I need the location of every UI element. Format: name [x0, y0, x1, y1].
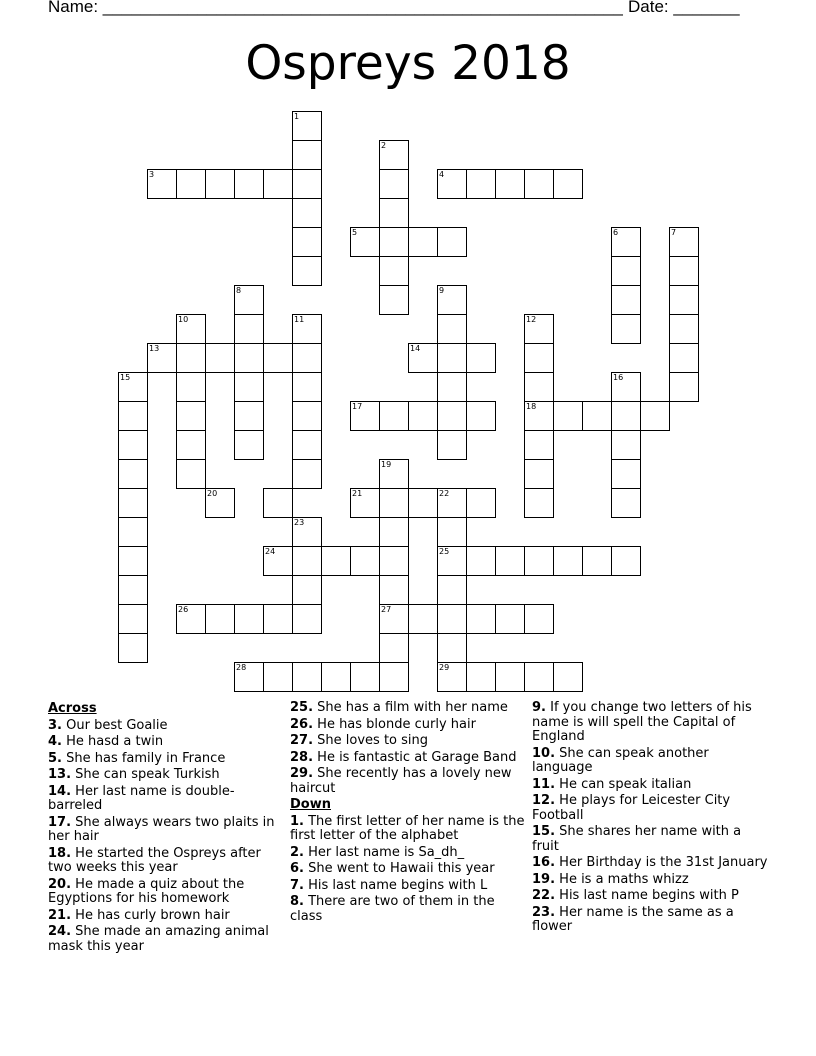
grid-cell[interactable]	[379, 198, 409, 228]
grid-cell[interactable]	[379, 575, 409, 605]
grid-cell[interactable]	[408, 343, 438, 373]
grid-cell[interactable]	[611, 285, 641, 315]
grid-cell[interactable]	[408, 227, 438, 257]
down-clue	[532, 856, 768, 871]
grid-cell[interactable]	[466, 343, 496, 373]
grid-cell[interactable]	[524, 662, 554, 692]
grid-cell[interactable]	[437, 401, 467, 431]
grid-cell[interactable]	[437, 169, 467, 199]
across-clue	[48, 878, 284, 907]
across-clue	[290, 751, 526, 766]
grid-cell[interactable]	[263, 343, 293, 373]
across-clue	[48, 816, 284, 845]
grid-cell[interactable]	[466, 662, 496, 692]
grid-cell[interactable]	[611, 430, 641, 460]
clue-text: He has blonde curly hair	[313, 716, 476, 732]
grid-cell[interactable]	[408, 401, 438, 431]
grid-cell[interactable]	[437, 662, 467, 692]
grid-cell[interactable]	[495, 604, 525, 634]
grid-cell[interactable]	[379, 140, 409, 170]
grid-cell[interactable]	[611, 227, 641, 257]
grid-cell[interactable]	[379, 633, 409, 663]
grid-cell[interactable]	[321, 546, 351, 576]
clue-number-label: 21.	[48, 907, 72, 923]
down-clue	[290, 815, 526, 844]
clue-text: She made an amazing animal mask this year	[48, 924, 269, 954]
grid-cell[interactable]	[524, 604, 554, 634]
clue-number-label: 10.	[532, 745, 556, 761]
grid-cell[interactable]	[669, 372, 699, 402]
across-clue	[48, 847, 284, 876]
clue-number: 1	[294, 112, 300, 121]
grid-cell[interactable]	[234, 372, 264, 402]
clue-number: 28	[236, 663, 247, 672]
grid-cell[interactable]	[176, 343, 206, 373]
clue-number-label: 18.	[48, 845, 72, 861]
grid-cell[interactable]	[118, 604, 148, 634]
clue-number: 12	[526, 315, 537, 324]
grid-cell[interactable]	[437, 633, 467, 663]
clue-number: 19	[381, 460, 392, 469]
clue-text: Her Birthday is the 31st January	[555, 855, 768, 870]
clue-number-label: 9.	[532, 700, 546, 715]
grid-cell[interactable]	[437, 227, 467, 257]
grid-cell[interactable]	[234, 285, 264, 315]
grid-cell[interactable]	[379, 662, 409, 692]
grid-cell[interactable]	[292, 256, 322, 286]
down-clue	[532, 747, 768, 776]
grid-cell[interactable]	[466, 169, 496, 199]
grid-cell[interactable]	[553, 662, 583, 692]
grid-cell[interactable]	[611, 488, 641, 518]
grid-cell[interactable]	[292, 459, 322, 489]
clue-text: He plays for Leicester City Football	[532, 793, 731, 823]
grid-cell[interactable]	[350, 488, 380, 518]
clue-text: Our best Goalie	[61, 717, 168, 733]
grid-cell[interactable]	[205, 604, 235, 634]
page-title: Ospreys 2018	[245, 36, 571, 91]
clue-text: His last name begins with L	[303, 877, 488, 893]
grid-cell[interactable]	[350, 401, 380, 431]
grid-cell[interactable]	[292, 575, 322, 605]
clue-text: His last name begins with P	[555, 888, 739, 903]
clue-text: She loves to sing	[313, 733, 429, 748]
grid-cell[interactable]	[379, 488, 409, 518]
down-clue	[532, 778, 768, 793]
grid-cell[interactable]	[263, 488, 293, 518]
grid-cell[interactable]	[524, 169, 554, 199]
grid-cell[interactable]	[408, 488, 438, 518]
down-clue	[290, 846, 526, 861]
clue-number: 22	[439, 489, 450, 498]
grid-cell[interactable]	[147, 343, 177, 373]
clue-text: If you change two letters of his name is will spell the Capital of England	[532, 700, 752, 744]
grid-cell[interactable]	[118, 488, 148, 518]
grid-cell[interactable]	[379, 517, 409, 547]
clue-number: 2	[381, 141, 387, 150]
across-heading: Across	[48, 701, 97, 716]
grid-cell[interactable]	[118, 401, 148, 431]
grid-cell[interactable]	[437, 604, 467, 634]
clue-text: He made a quiz about the Egyptions for his homework	[48, 876, 245, 906]
grid-cell[interactable]	[118, 517, 148, 547]
across-clue	[48, 768, 284, 783]
grid-cell[interactable]	[263, 169, 293, 199]
clue-number: 17	[352, 402, 363, 411]
down-clue	[532, 825, 768, 854]
grid-cell[interactable]	[669, 227, 699, 257]
grid-cell[interactable]	[524, 314, 554, 344]
clue-number: 7	[671, 228, 677, 237]
grid-cell[interactable]	[466, 401, 496, 431]
grid-cell[interactable]	[234, 343, 264, 373]
grid-cell[interactable]	[176, 401, 206, 431]
clue-number: 25	[439, 547, 450, 556]
grid-cell[interactable]	[379, 604, 409, 634]
clue-number-label: 24.	[48, 924, 72, 939]
grid-cell[interactable]	[263, 604, 293, 634]
grid-cell[interactable]	[292, 343, 322, 373]
clue-text: He is a maths whizz	[555, 871, 689, 887]
grid-cell[interactable]	[292, 401, 322, 431]
grid-cell[interactable]	[669, 256, 699, 286]
grid-cell[interactable]	[495, 169, 525, 199]
grid-cell[interactable]	[669, 314, 699, 344]
grid-cell[interactable]	[553, 401, 583, 431]
clue-number: 15	[120, 373, 131, 382]
clue-number: 27	[381, 605, 392, 614]
across-clue	[290, 734, 526, 749]
clue-text: She has a film with her name	[313, 700, 508, 715]
grid-cell[interactable]	[669, 343, 699, 373]
grid-cell[interactable]	[234, 169, 264, 199]
clue-number: 6	[613, 228, 619, 237]
clue-text: The first letter of her name is the first letter of the alphabet	[290, 813, 525, 843]
clue-text: He has curly brown hair	[71, 907, 230, 923]
grid-cell[interactable]	[611, 459, 641, 489]
grid-cell[interactable]	[292, 198, 322, 228]
clue-number-label: 16.	[532, 855, 556, 870]
grid-cell[interactable]	[379, 546, 409, 576]
clue-number: 24	[265, 547, 276, 556]
grid-cell[interactable]	[466, 488, 496, 518]
grid-cell[interactable]	[437, 575, 467, 605]
clue-number-label: 13.	[48, 767, 72, 782]
grid-cell[interactable]	[408, 604, 438, 634]
clue-number-label: 25.	[290, 700, 314, 715]
grid-cell[interactable]	[611, 401, 641, 431]
across-clue	[290, 718, 526, 733]
clue-text: She always wears two plaits in her hair	[48, 814, 275, 844]
grid-cell[interactable]	[292, 140, 322, 170]
grid-cell[interactable]	[118, 575, 148, 605]
grid-cell[interactable]	[147, 169, 177, 199]
clue-number: 10	[178, 315, 189, 324]
down-clue	[532, 701, 768, 745]
clue-number: 14	[410, 344, 421, 353]
grid-cell[interactable]	[118, 372, 148, 402]
grid-cell[interactable]	[379, 401, 409, 431]
grid-cell[interactable]	[611, 256, 641, 286]
grid-cell[interactable]	[176, 604, 206, 634]
grid-cell[interactable]	[553, 169, 583, 199]
clue-number-label: 19.	[532, 871, 556, 887]
grid-cell[interactable]	[611, 372, 641, 402]
name-field-label[interactable]: Name: _______________________________________________________	[48, 0, 623, 16]
clue-text: Her name is the same as a flower	[532, 904, 734, 934]
down-clue	[290, 879, 526, 894]
grid-cell[interactable]	[379, 256, 409, 286]
clue-number: 20	[207, 489, 218, 498]
grid-cell[interactable]	[466, 546, 496, 576]
grid-cell[interactable]	[292, 111, 322, 141]
grid-cell[interactable]	[611, 314, 641, 344]
grid-cell[interactable]	[234, 430, 264, 460]
clue-number-label: 29.	[290, 766, 314, 781]
across-clue	[48, 752, 284, 767]
clue-number-label: 6.	[290, 861, 304, 876]
clue-text: He is fantastic at Garage Band	[313, 749, 517, 765]
clue-number-label: 22.	[532, 888, 556, 903]
clue-text: She recently has a lovely new haircut	[290, 766, 512, 796]
grid-cell[interactable]	[292, 517, 322, 547]
grid-cell[interactable]	[118, 459, 148, 489]
clue-text: She has family in France	[61, 750, 226, 766]
clue-number: 23	[294, 518, 305, 527]
clue-number: 13	[149, 344, 160, 353]
grid-cell[interactable]	[524, 488, 554, 518]
grid-cell[interactable]	[437, 343, 467, 373]
clue-text: He can speak italian	[555, 776, 692, 792]
down-clue	[532, 794, 768, 823]
clue-text: Her last name is Sa_dh_	[303, 844, 465, 860]
down-heading: Down	[290, 797, 331, 812]
clue-number-label: 8.	[290, 894, 304, 909]
clue-number-label: 28.	[290, 749, 314, 765]
down-clue	[532, 889, 768, 904]
clue-text: He hasd a twin	[61, 734, 164, 749]
grid-cell[interactable]	[205, 169, 235, 199]
grid-cell[interactable]	[118, 546, 148, 576]
across-clue	[48, 735, 284, 750]
clue-number-label: 11.	[532, 776, 556, 792]
clue-number-label: 15.	[532, 824, 556, 839]
across-clue	[48, 925, 284, 954]
clue-number: 4	[439, 170, 445, 179]
grid-cell[interactable]	[234, 314, 264, 344]
clue-text: He started the Ospreys after two weeks this year	[48, 845, 261, 875]
grid-cell[interactable]	[495, 546, 525, 576]
grid-cell[interactable]	[379, 227, 409, 257]
grid-cell[interactable]	[379, 285, 409, 315]
clue-number-label: 5.	[48, 750, 62, 766]
clues-column-3	[532, 701, 768, 937]
grid-cell[interactable]	[205, 488, 235, 518]
grid-cell[interactable]	[292, 227, 322, 257]
grid-cell[interactable]	[582, 546, 612, 576]
grid-cell[interactable]	[640, 401, 670, 431]
clue-number: 8	[236, 286, 242, 295]
grid-cell[interactable]	[669, 285, 699, 315]
clue-text: There are two of them in the class	[290, 894, 495, 924]
clue-number: 9	[439, 286, 445, 295]
down-clue	[290, 895, 526, 924]
clue-number: 11	[294, 315, 305, 324]
clue-number: 18	[526, 402, 537, 411]
grid-cell[interactable]	[524, 546, 554, 576]
grid-cell[interactable]	[263, 662, 293, 692]
grid-cell[interactable]	[379, 459, 409, 489]
down-clue	[532, 873, 768, 888]
across-clue	[48, 719, 284, 734]
grid-cell[interactable]	[292, 314, 322, 344]
down-clue	[532, 906, 768, 935]
grid-cell[interactable]	[321, 662, 351, 692]
clue-number-label: 2.	[290, 844, 304, 860]
clue-number: 16	[613, 373, 624, 382]
grid-cell[interactable]	[437, 517, 467, 547]
grid-cell[interactable]	[118, 633, 148, 663]
clue-number: 3	[149, 170, 155, 179]
clue-number-label: 23.	[532, 904, 556, 920]
clue-number-label: 12.	[532, 793, 556, 808]
grid-cell[interactable]	[292, 372, 322, 402]
grid-cell[interactable]	[263, 546, 293, 576]
clue-number-label: 17.	[48, 814, 72, 830]
down-clue	[290, 862, 526, 877]
clue-number-label: 14.	[48, 783, 72, 799]
clue-text: She can speak Turkish	[71, 767, 220, 782]
clue-text: She went to Hawaii this year	[303, 861, 495, 876]
grid-cell[interactable]	[350, 227, 380, 257]
grid-cell[interactable]	[437, 285, 467, 315]
grid-cell[interactable]	[466, 604, 496, 634]
grid-cell[interactable]	[524, 372, 554, 402]
grid-cell[interactable]	[176, 430, 206, 460]
across-clue	[290, 767, 526, 796]
clue-text: She shares her name with a fruit	[532, 824, 742, 854]
grid-cell[interactable]	[611, 546, 641, 576]
grid-cell[interactable]	[553, 546, 583, 576]
grid-cell[interactable]	[205, 343, 235, 373]
grid-cell[interactable]	[350, 546, 380, 576]
clue-number: 5	[352, 228, 358, 237]
grid-cell[interactable]	[437, 314, 467, 344]
clue-number-label: 3.	[48, 717, 62, 733]
grid-cell[interactable]	[176, 169, 206, 199]
clues-column-1	[48, 701, 284, 956]
grid-cell[interactable]	[582, 401, 612, 431]
grid-cell[interactable]	[350, 662, 380, 692]
clue-number-label: 4.	[48, 734, 62, 749]
across-clue	[48, 785, 284, 814]
clue-number-label: 27.	[290, 733, 314, 748]
grid-cell[interactable]	[437, 488, 467, 518]
clue-text: She can speak another language	[532, 745, 709, 775]
grid-cell[interactable]	[292, 430, 322, 460]
clue-number: 26	[178, 605, 189, 614]
grid-cell[interactable]	[234, 662, 264, 692]
clue-number-label: 20.	[48, 876, 72, 892]
grid-cell[interactable]	[292, 662, 322, 692]
grid-cell[interactable]	[437, 546, 467, 576]
grid-cell[interactable]	[176, 459, 206, 489]
clue-number: 21	[352, 489, 363, 498]
grid-cell[interactable]	[176, 314, 206, 344]
clue-number: 29	[439, 663, 450, 672]
date-field-label[interactable]: Date: _______	[628, 0, 740, 16]
across-clue	[48, 909, 284, 924]
grid-cell[interactable]	[495, 662, 525, 692]
grid-cell[interactable]	[437, 430, 467, 460]
grid-cell[interactable]	[524, 401, 554, 431]
grid-cell[interactable]	[234, 401, 264, 431]
grid-cell[interactable]	[524, 343, 554, 373]
grid-cell[interactable]	[292, 169, 322, 199]
grid-cell[interactable]	[118, 430, 148, 460]
grid-cell[interactable]	[292, 604, 322, 634]
grid-cell[interactable]	[524, 459, 554, 489]
grid-cell[interactable]	[379, 169, 409, 199]
grid-cell[interactable]	[234, 604, 264, 634]
clue-number-label: 7.	[290, 877, 304, 893]
grid-cell[interactable]	[292, 546, 322, 576]
clue-text: Her last name is double-barreled	[48, 783, 235, 813]
grid-cell[interactable]	[524, 430, 554, 460]
across-clue	[290, 701, 526, 716]
clues-column-2	[290, 701, 526, 926]
clue-number-label: 1.	[290, 813, 304, 829]
grid-cell[interactable]	[176, 372, 206, 402]
clue-number-label: 26.	[290, 716, 314, 732]
grid-cell[interactable]	[437, 372, 467, 402]
